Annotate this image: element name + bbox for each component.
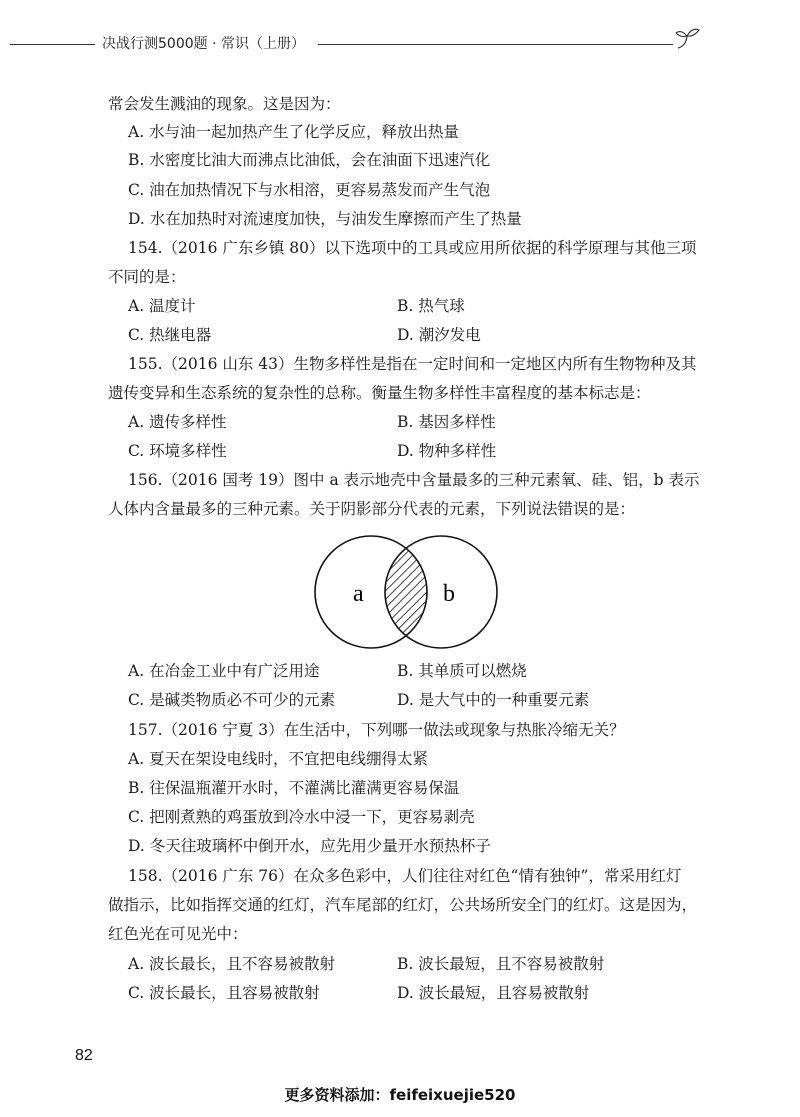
q155-option-c: C. 环境多样性: [128, 442, 227, 460]
q158-stem-line1: 158.（2016 广东 76）在众多色彩中，人们往往对红色“情有独钟”，常采用红灯: [128, 867, 682, 885]
q156-stem-line2: 人体内含量最多的三种元素。关于阴影部分代表的元素，下列说法错误的是：: [108, 500, 636, 518]
q153-option-a: A. 水与油一起加热产生了化学反应，释放出热量: [128, 123, 460, 141]
header-rule-left: [10, 44, 95, 45]
q153-option-c: C. 油在加热情况下与水相溶，更容易蒸发而产生气泡: [128, 181, 491, 199]
q157-stem: 157.（2016 宁夏 3）在生活中，下列哪一做法或现象与热胀冷缩无关？: [128, 721, 625, 739]
q157-option-d: D. 冬天往玻璃杯中倒开水，应先用少量开水预热杯子: [128, 837, 491, 855]
q155-option-b: B. 基因多样性: [397, 413, 496, 431]
venn-diagram: [305, 535, 505, 650]
q158-option-d: D. 波长最短，且容易被散射: [397, 984, 590, 1002]
q157-option-c: C. 把刚煮熟的鸡蛋放到冷水中浸一下，更容易剥壳: [128, 808, 475, 826]
q154-option-d: D. 潮汐发电: [397, 326, 481, 344]
intro-line: 常会发生溅油的现象。这是因为：: [108, 95, 341, 113]
q156-option-d: D. 是大气中的一种重要元素: [397, 691, 590, 709]
header-rule-right: [318, 44, 673, 45]
footer-note: 更多资料添加：feifeixuejie520: [284, 1086, 516, 1104]
q158-option-a: A. 波长最长，且不容易被散射: [128, 955, 336, 973]
q158-option-b: B. 波长最短，且不容易被散射: [397, 955, 605, 973]
q154-stem-line2: 不同的是：: [108, 268, 186, 286]
q156-option-b: B. 其单质可以燃烧: [397, 662, 527, 680]
q153-option-d: D. 水在加热时对流速度加快，与油发生摩擦而产生了热量: [128, 210, 522, 228]
page-header: [0, 30, 800, 60]
q158-option-c: C. 波长最长，且容易被散射: [128, 984, 320, 1002]
q154-option-b: B. 热气球: [397, 297, 465, 315]
q155-option-a: A. 遗传多样性: [128, 413, 227, 431]
q157-option-b: B. 往保温瓶灌开水时，不灌满比灌满更容易保温: [128, 779, 460, 797]
sprout-icon: [672, 24, 702, 54]
q158-stem-line3: 红色光在可见光中：: [108, 925, 248, 943]
header-title: 决战行测5000题 · 常识（上册）: [102, 36, 305, 52]
venn-label-b: b: [443, 581, 455, 607]
q157-option-a: A. 夏天在架设电线时，不宜把电线绷得太紧: [128, 750, 429, 768]
q155-stem-line1: 155.（2016 山东 43）生物多样性是指在一定时间和一定地区内所有生物物种及其: [128, 355, 697, 373]
q154-option-c: C. 热继电器: [128, 326, 212, 344]
page-number: 82: [75, 1047, 93, 1064]
q156-option-a: A. 在冶金工业中有广泛用途: [128, 662, 320, 680]
q158-stem-line2: 做指示，比如指挥交通的红灯，汽车尾部的红灯，公共场所安全门的红灯。这是因为，: [108, 896, 698, 914]
q154-stem-line1: 154.（2016 广东乡镇 80）以下选项中的工具或应用所依据的科学原理与其他三项: [128, 239, 697, 257]
q156-option-c: C. 是碱类物质必不可少的元素: [128, 691, 336, 709]
q154-option-a: A. 温度计: [128, 297, 196, 315]
q155-stem-line2: 遗传变异和生态系统的复杂性的总称。衡量生物多样性丰富程度的基本标志是：: [108, 384, 651, 402]
q153-option-b: B. 水密度比油大而沸点比油低，会在油面下迅速汽化: [128, 151, 491, 169]
venn-label-a: a: [353, 581, 364, 607]
q156-stem-line1: 156.（2016 国考 19）图中 a 表示地壳中含量最多的三种元素氧、硅、铝，b 表示: [128, 471, 700, 489]
q155-option-d: D. 物种多样性: [397, 442, 497, 460]
